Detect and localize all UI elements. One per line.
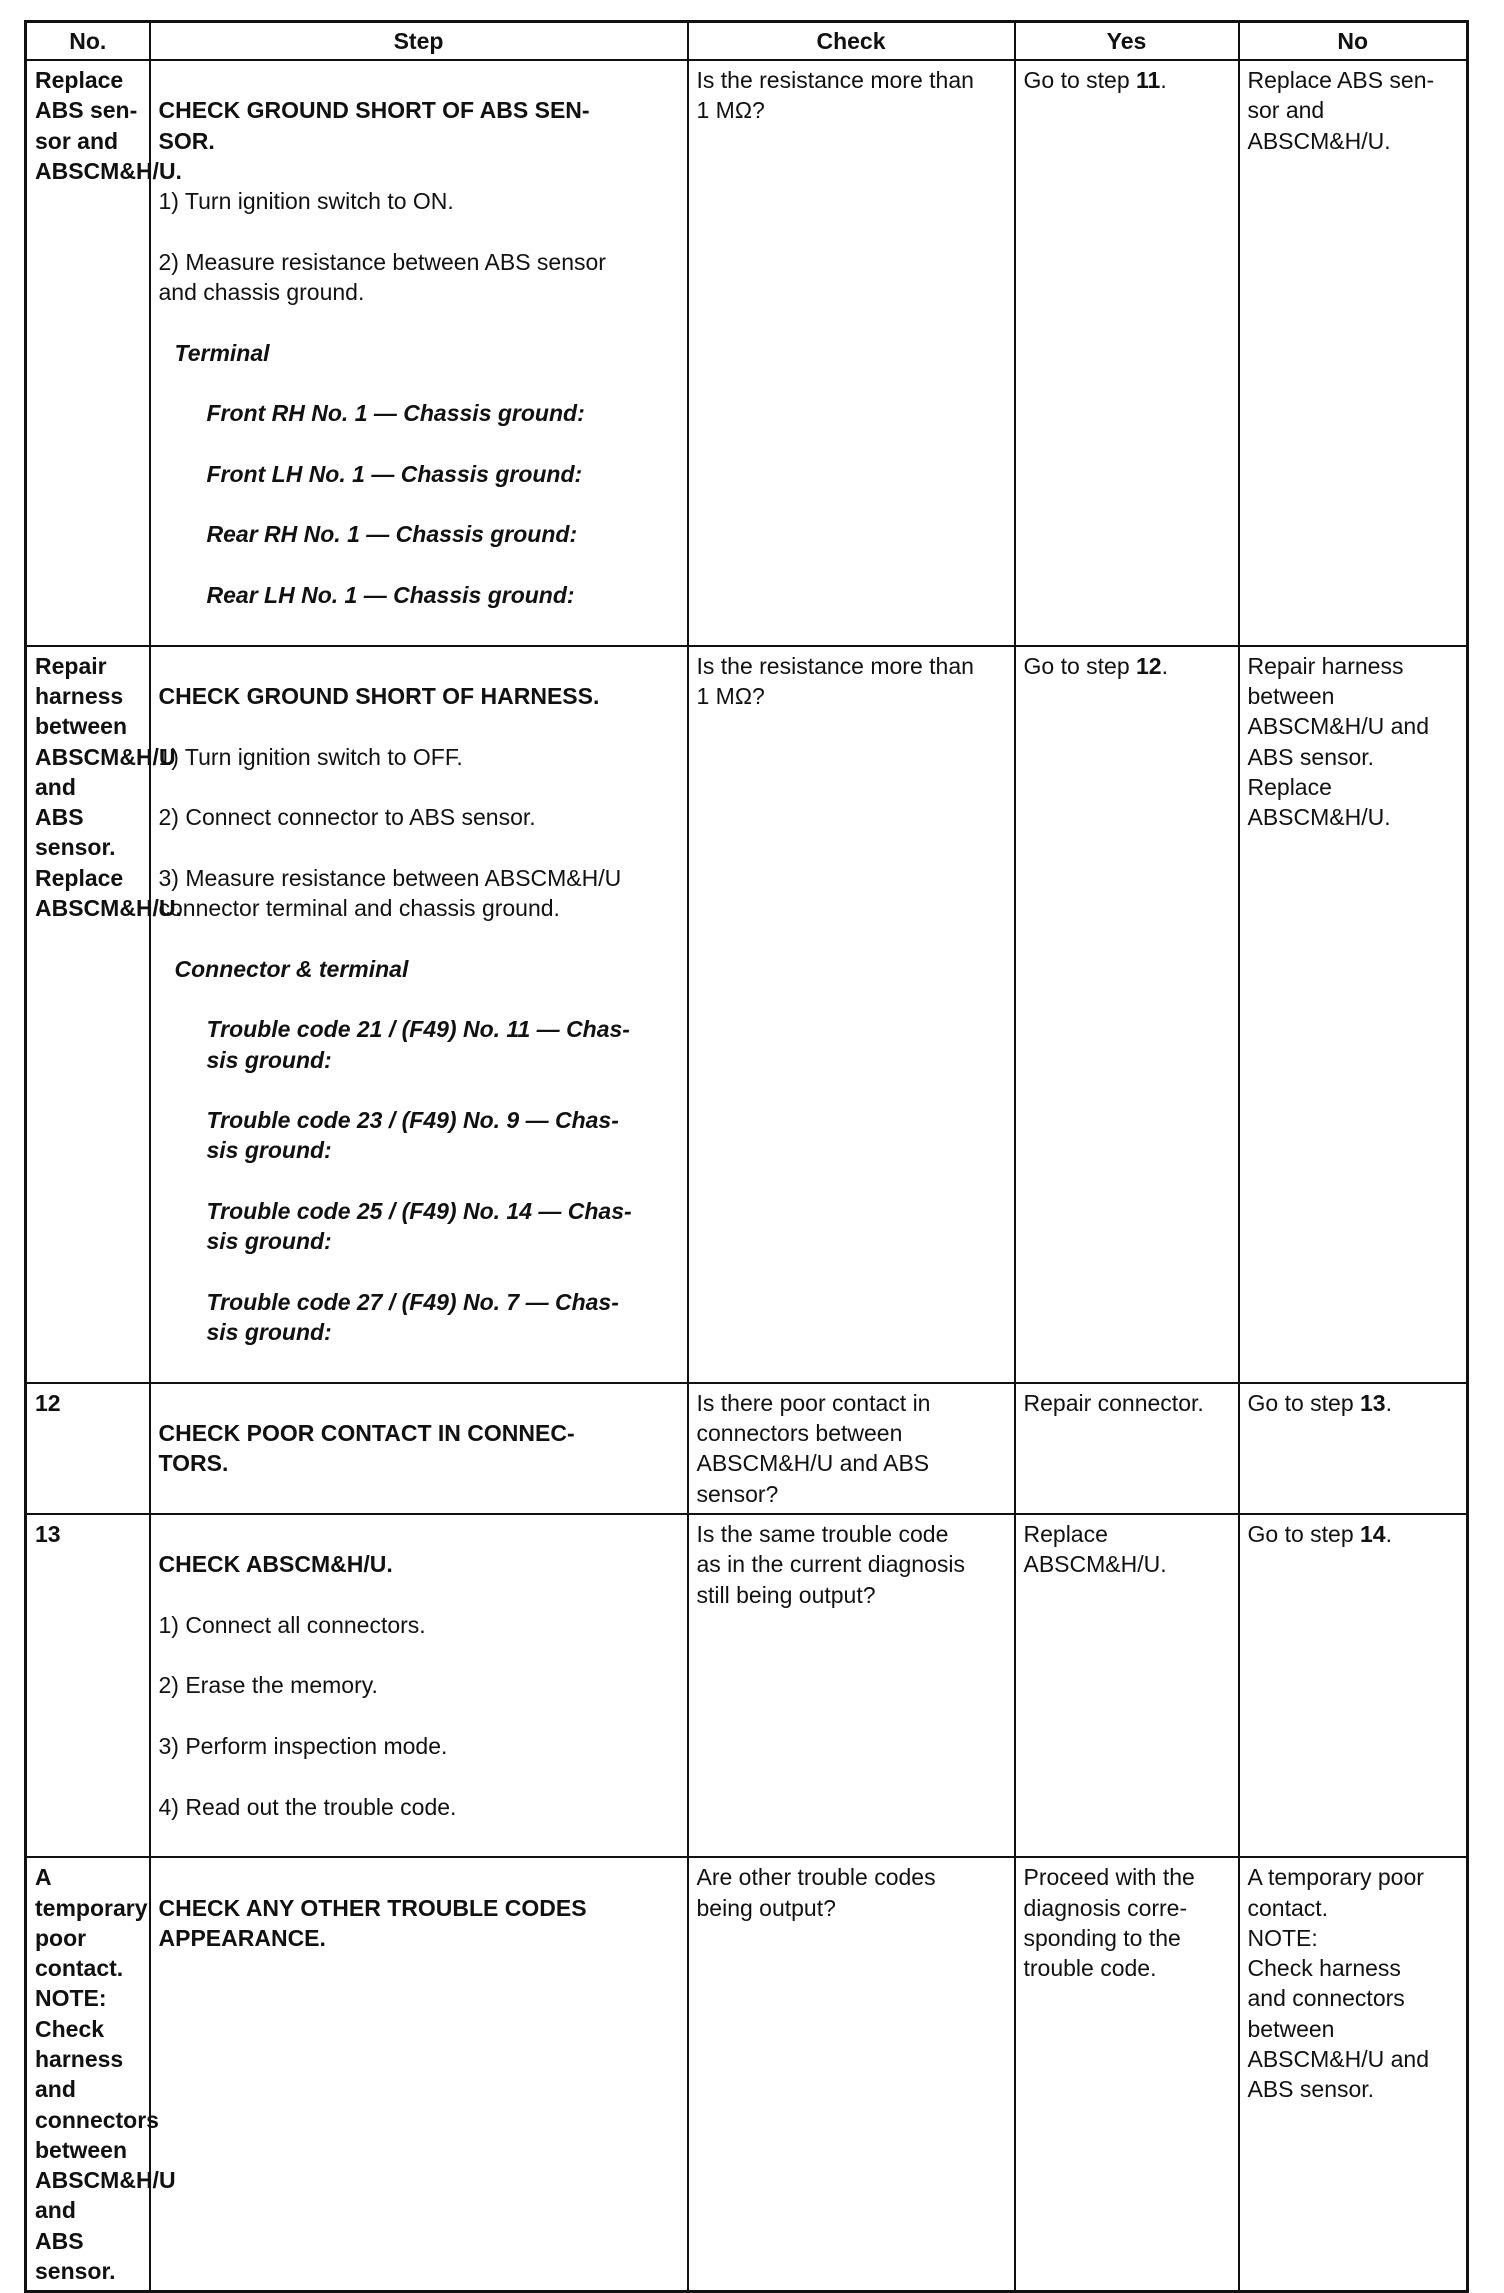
diagnosis-table	[24, 20, 1469, 2293]
yes-cell: Proceed with the diagnosis corre- sponding to the trouble code.	[1015, 1857, 1239, 2292]
no-cell	[1239, 1383, 1468, 1514]
yes-suffix: .	[1161, 652, 1168, 679]
header-check: Check	[688, 22, 1015, 61]
step-number: A temporary poor contact. NOTE: Check harness and connectors between ABSCM&H/U and ABS sensor.	[26, 1857, 150, 2292]
step-line: 4) Read out the trouble code.	[158, 1793, 457, 1820]
yes-cell: Repair connector.	[1015, 1383, 1239, 1514]
no-cell: Replace ABS sen- sor and ABSCM&H/U.	[1239, 60, 1468, 646]
step-line: 1) Connect all connectors.	[158, 1611, 426, 1638]
step-title: CHECK ABSCM&H/U.	[158, 1551, 393, 1578]
check-cell: Is there poor contact in connectors between ABSCM&H/U and ABS sensor?	[688, 1383, 1015, 1514]
no-cell: Repair harness between ABSCM&H/U and ABS sensor. Replace ABSCM&H/U.	[1239, 646, 1468, 1383]
check-cell: Is the same trouble code as in the current diagnosis still being output?	[688, 1514, 1015, 1857]
table-row	[26, 1383, 1468, 1514]
step-line: 1) Turn ignition switch to OFF.	[158, 743, 463, 770]
check-cell: Is the resistance more than 1 MΩ?	[688, 60, 1015, 646]
terminal-item: Front LH No. 1 — Chassis ground:	[206, 460, 583, 487]
yes-suffix: .	[1160, 67, 1167, 93]
connector-item: Trouble code 27 / (F49) No. 7 — Chas- sis ground:	[206, 1288, 619, 1346]
step-cell	[150, 1514, 688, 1857]
header-row	[26, 22, 1468, 61]
connector-item: Trouble code 21 / (F49) No. 11 — Chas- sis ground:	[206, 1016, 630, 1073]
yes-cell: Replace ABSCM&H/U.	[1015, 1514, 1239, 1857]
step-cell	[150, 60, 688, 646]
table-row	[26, 646, 1468, 1383]
no-prefix: Go to step	[1247, 1389, 1361, 1416]
yes-prefix: Go to step	[1023, 652, 1137, 679]
yes-step-ref: 11	[1136, 67, 1161, 93]
step-title: CHECK GROUND SHORT OF HARNESS.	[158, 682, 600, 709]
header-yes: Yes	[1015, 22, 1239, 61]
step-line: 3) Perform inspection mode.	[158, 1733, 448, 1760]
check-cell: Are other trouble codes being output?	[688, 1857, 1015, 2292]
terminal-item: Rear LH No. 1 — Chassis ground:	[206, 582, 575, 609]
sub-heading: Terminal	[174, 339, 270, 366]
step-cell	[150, 1383, 688, 1514]
terminal-item: Rear RH No. 1 — Chassis ground:	[206, 521, 578, 548]
connector-item: Trouble code 23 / (F49) No. 9 — Chas- sis ground:	[206, 1107, 619, 1164]
sub-heading: Connector & terminal	[174, 955, 409, 982]
step-line: 3) Measure resistance between ABSCM&H/U connector terminal and chassis ground.	[158, 864, 622, 922]
step-number: Replace ABS sen- sor and ABSCM&H/U.	[26, 60, 150, 646]
step-line: 2) Erase the memory.	[158, 1672, 378, 1699]
header-no-result: No	[1239, 22, 1468, 61]
step-number: 12	[26, 1383, 150, 1514]
step-title: CHECK GROUND SHORT OF ABS SEN- SOR.	[158, 97, 590, 154]
yes-cell	[1015, 60, 1239, 646]
no-prefix: Go to step	[1247, 1520, 1361, 1547]
table-row	[26, 60, 1468, 646]
no-suffix: .	[1385, 1389, 1392, 1416]
table-row	[26, 1514, 1468, 1857]
header-step: Step	[150, 22, 688, 61]
step-title: CHECK POOR CONTACT IN CONNEC- TORS.	[158, 1420, 575, 1477]
yes-step-ref: 12	[1136, 652, 1162, 679]
step-line: 2) Connect connector to ABS sensor.	[158, 804, 536, 831]
table-row	[26, 1857, 1468, 2292]
no-suffix: .	[1385, 1520, 1392, 1547]
no-cell	[1239, 1514, 1468, 1857]
step-number: 13	[26, 1514, 150, 1857]
step-line: 2) Measure resistance between ABS sensor and chassis ground.	[158, 248, 606, 306]
header-no: No.	[26, 22, 150, 61]
yes-cell	[1015, 646, 1239, 1383]
step-line: 1) Turn ignition switch to ON.	[158, 188, 454, 215]
step-number: Repair harness between ABSCM&H/U and ABS sensor. Replace ABSCM&H/U.	[26, 646, 150, 1383]
yes-prefix: Go to step	[1023, 67, 1137, 93]
step-cell	[150, 1857, 688, 2292]
step-title: CHECK ANY OTHER TROUBLE CODES APPEARANCE.	[158, 1894, 587, 1951]
step-cell	[150, 646, 688, 1383]
terminal-item: Front RH No. 1 — Chassis ground:	[206, 400, 585, 427]
no-step-ref: 14	[1360, 1520, 1386, 1547]
no-cell: A temporary poor contact. NOTE: Check harness and connectors between ABSCM&H/U and ABS sensor.	[1239, 1857, 1468, 2292]
no-step-ref: 13	[1360, 1389, 1386, 1416]
connector-item: Trouble code 25 / (F49) No. 14 — Chas- sis ground:	[206, 1197, 632, 1255]
check-cell: Is the resistance more than 1 MΩ?	[688, 646, 1015, 1383]
